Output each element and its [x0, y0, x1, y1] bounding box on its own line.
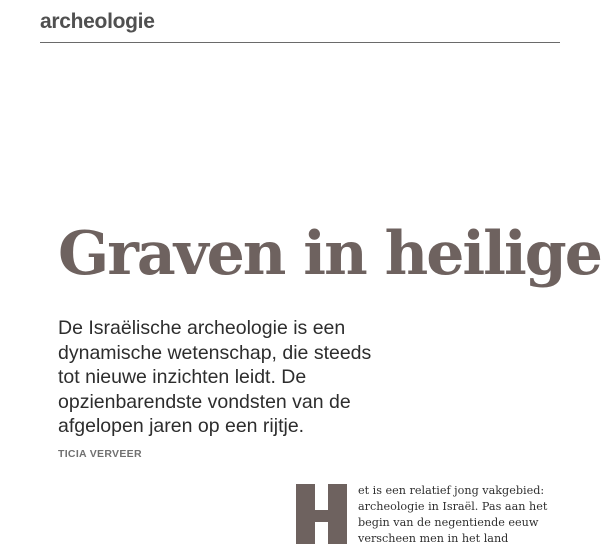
- drop-cap: [296, 484, 347, 531]
- lede-line: afgelopen jaren op een rijtje.: [58, 415, 305, 437]
- body-line: et is een relatief jong vakgebied:: [358, 484, 545, 497]
- article-headline: Graven in heilige: [58, 219, 601, 289]
- section-label: archeologie: [40, 10, 155, 33]
- body-line: verscheen men in het land: [358, 532, 509, 545]
- drop-cap-letter-h: [296, 484, 347, 544]
- author-byline: TICIA VERVEER: [58, 448, 142, 460]
- header-rule: [40, 42, 560, 43]
- body-line: begin van de negentiende eeuw: [358, 516, 539, 529]
- lede-line: dynamische wetenschap, die steeds: [58, 341, 372, 364]
- lede-line: De Israëlische archeologie is een: [58, 317, 346, 339]
- article-body: [358, 483, 560, 545]
- article-lede: [58, 316, 558, 439]
- lede-line: opzienbarendste vondsten van de: [58, 390, 351, 413]
- lede-line: tot nieuwe inzichten leidt. De: [58, 366, 307, 388]
- body-line: archeologie in Israël. Pas aan het: [358, 500, 548, 513]
